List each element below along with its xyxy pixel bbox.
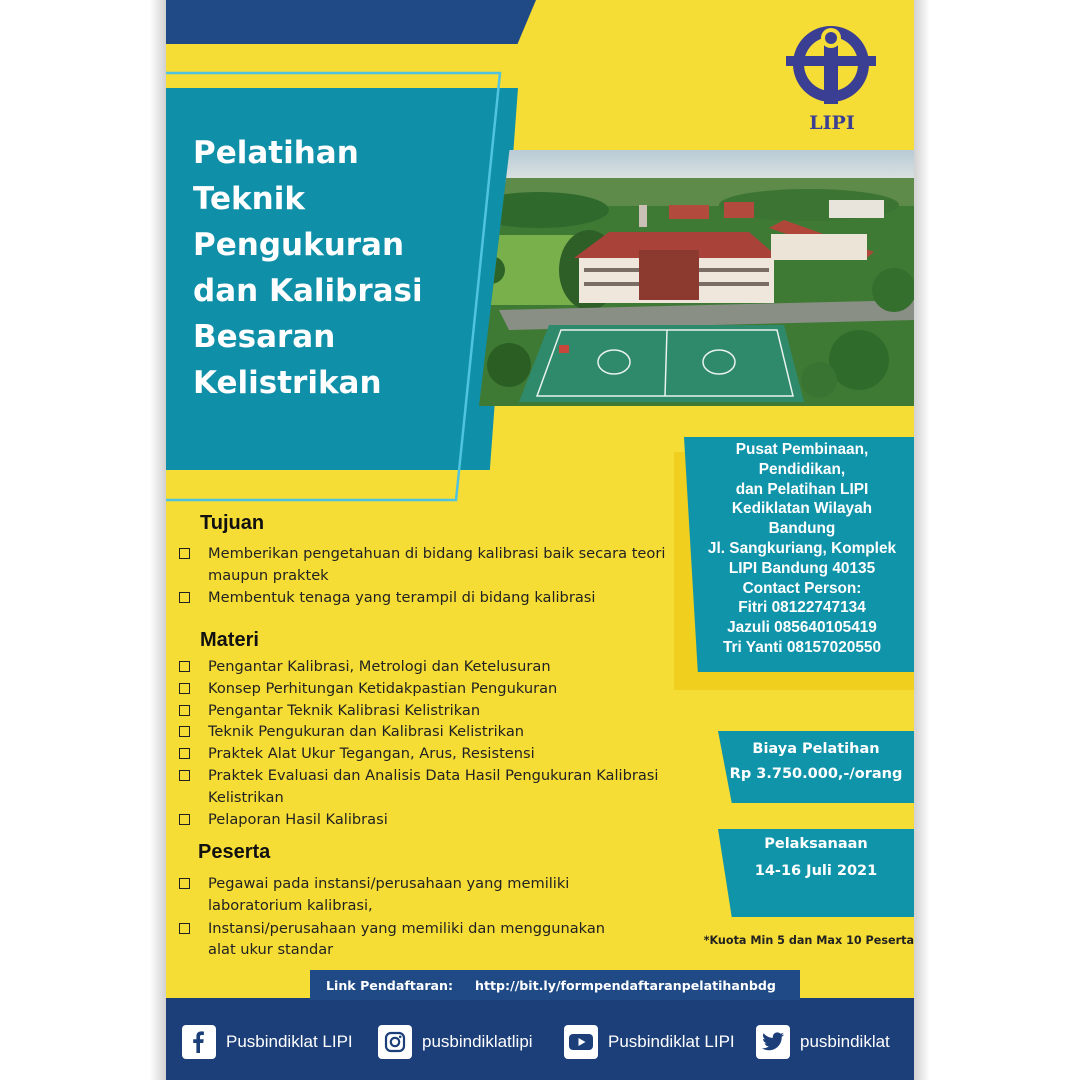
peserta-heading: Peserta — [198, 841, 271, 863]
info-line: Pendidikan, — [758, 460, 846, 478]
checkbox-icon — [179, 548, 190, 559]
title-line: Besaran — [193, 319, 336, 355]
list-item: Pegawai pada instansi/perusahaan yang memiliki laboratorium kalibrasi, — [178, 873, 608, 917]
materi-list — [178, 656, 668, 830]
fee-label: Biaya Pelatihan — [752, 741, 880, 757]
list-item: Pengantar Teknik Kalibrasi Kelistrikan — [178, 700, 668, 722]
registration-bar — [310, 970, 800, 1000]
quota-note: *Kuota Min 5 dan Max 10 Peserta — [703, 934, 914, 947]
list-item: Pengantar Kalibrasi, Metrologi dan Ketelusuran — [178, 656, 668, 678]
checkbox-icon — [179, 592, 190, 603]
list-item: Praktek Alat Ukur Tegangan, Arus, Resistensi — [178, 743, 668, 765]
list-item: Pelaporan Hasil Kalibrasi — [178, 809, 668, 831]
social-instagram[interactable] — [378, 1025, 533, 1059]
checkbox-icon — [179, 683, 190, 694]
fee-text — [718, 737, 914, 787]
twitter-icon — [756, 1025, 790, 1059]
title-line: dan Kalibrasi — [193, 273, 423, 309]
schedule-value: 14-16 Juli 2021 — [754, 863, 878, 879]
page-shadow-left — [150, 0, 166, 1080]
list-item: Teknik Pengukuran dan Kalibrasi Kelistrikan — [178, 721, 668, 743]
info-line: Jl. Sangkuriang, Komplek — [707, 539, 897, 557]
schedule-label: Pelaksanaan — [764, 836, 868, 852]
page-title — [193, 130, 493, 406]
tujuan-heading: Tujuan — [200, 512, 265, 534]
page-shadow-right — [914, 0, 930, 1080]
checkbox-icon — [179, 770, 190, 781]
campus-aerial-photo — [479, 150, 914, 406]
schedule-text — [718, 831, 914, 885]
registration-label: Link Pendaftaran: — [326, 977, 454, 993]
registration-link[interactable]: http://bit.ly/formpendaftaranpelatihanbdg — [475, 977, 776, 993]
social-label: Pusbindiklat LIPI — [226, 1032, 353, 1051]
social-label: Pusbindiklat LIPI — [608, 1032, 735, 1051]
list-item: Praktek Evaluasi dan Analisis Data Hasil Pengukuran Kalibrasi Kelistrikan — [178, 765, 668, 809]
logo-text: LIPI — [809, 112, 855, 134]
footer-bar — [166, 998, 914, 1080]
info-line: LIPI Bandung 40135 — [728, 559, 876, 577]
social-facebook[interactable] — [182, 1025, 353, 1059]
peserta-list — [178, 873, 608, 961]
fee-value: Rp 3.750.000,-/orang — [729, 766, 903, 782]
checkbox-icon — [179, 661, 190, 672]
social-label: pusbindiklatlipi — [422, 1032, 533, 1051]
info-line: Bandung — [768, 520, 836, 538]
info-text — [684, 440, 914, 658]
info-line: Pusat Pembinaan, — [735, 441, 869, 458]
list-item: Memberikan pengetahuan di bidang kalibrasi baik secara teori maupun praktek — [178, 543, 668, 587]
materi-heading: Materi — [200, 629, 259, 651]
tujuan-list — [178, 543, 668, 608]
list-item: Instansi/perusahaan yang memiliki dan menggunakan alat ukur standar — [178, 918, 608, 962]
checkbox-icon — [179, 726, 190, 737]
checkbox-icon — [179, 814, 190, 825]
youtube-icon — [564, 1025, 598, 1059]
title-line: Teknik — [193, 181, 305, 217]
list-item: Konsep Perhitungan Ketidakpastian Pengukuran — [178, 678, 668, 700]
instagram-icon — [378, 1025, 412, 1059]
list-item: Membentuk tenaga yang terampil di bidang kalibrasi — [178, 587, 668, 609]
info-line: Fitri 08122747134 — [738, 599, 866, 617]
social-youtube[interactable] — [564, 1025, 735, 1059]
facebook-icon — [182, 1025, 216, 1059]
checkbox-icon — [179, 748, 190, 759]
checkbox-icon — [179, 923, 190, 934]
social-twitter[interactable] — [756, 1025, 890, 1059]
top-navy-bar — [166, 0, 536, 44]
checkbox-icon — [179, 878, 190, 889]
info-line: dan Pelatihan LIPI — [735, 480, 869, 498]
title-line: Pengukuran — [193, 227, 405, 263]
info-line: Contact Person: — [742, 579, 862, 597]
social-label: pusbindiklat — [800, 1032, 890, 1051]
info-line: Jazuli 085640105419 — [727, 619, 877, 637]
title-line: Kelistrikan — [193, 365, 382, 401]
info-line: Kediklatan Wilayah — [731, 500, 873, 518]
info-line: Tri Yanti 08157020550 — [722, 638, 882, 656]
title-line: Pelatihan — [193, 135, 359, 171]
poster — [166, 0, 914, 1080]
checkbox-icon — [179, 705, 190, 716]
